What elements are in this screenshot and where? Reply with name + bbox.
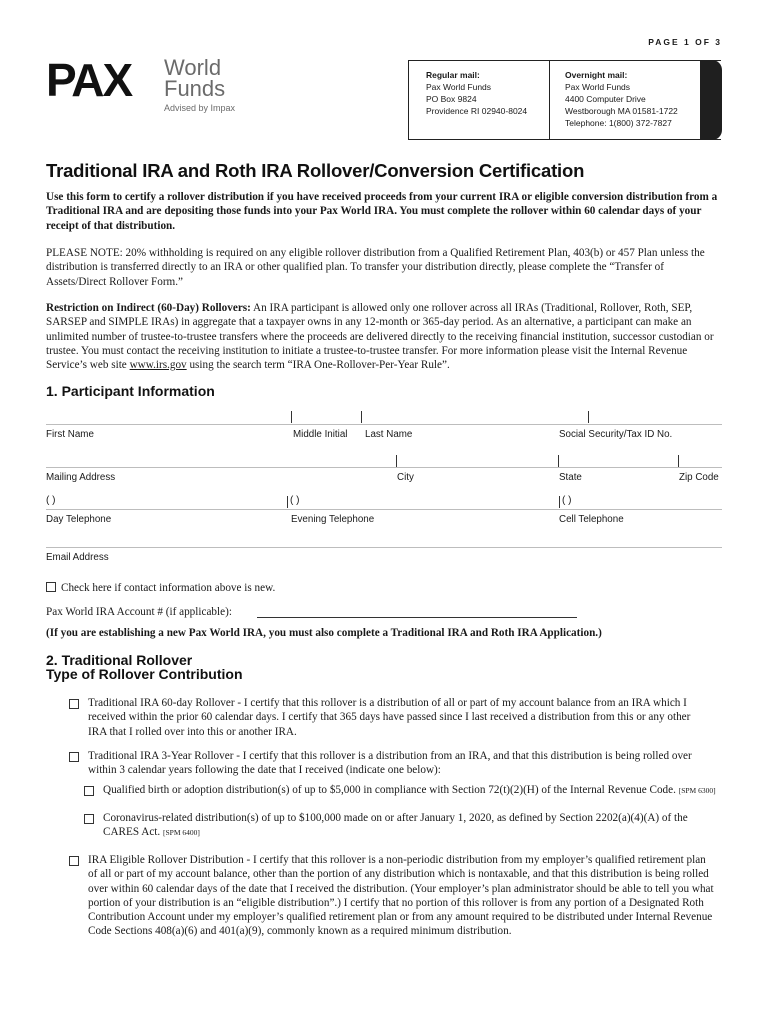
logo-pax: PAX [46,54,132,106]
section2-subtitle: Type of Rollover Contribution [46,666,243,682]
birth-adoption-ref: [SPM 6300] [678,786,716,795]
section-participant-information: 1. Participant Information [46,383,215,399]
field-divider [287,496,288,508]
overnight-mail-line: Telephone: 1(800) 372-7827 [565,118,672,128]
coronavirus-checkbox[interactable] [84,814,94,824]
form-title: Traditional IRA and Roth IRA Rollover/Conversion Certification [46,160,585,181]
phone-row-line[interactable] [46,509,722,510]
state-label: State [559,472,582,483]
last-name-label: Last Name [365,429,413,440]
email-address-label: Email Address [46,552,109,563]
field-divider [558,455,559,467]
city-label: City [397,472,414,483]
mail-box-divider [549,61,550,139]
irs-link[interactable]: www.irs.gov [129,359,187,372]
regular-mail-heading: Regular mail: [426,70,480,80]
overnight-mail-line: Pax World Funds [565,82,631,92]
pax-world-funds-logo [46,54,246,117]
logo-funds: Funds [164,76,226,101]
cell-phone-area-code[interactable]: ( ) [562,495,572,506]
regular-mail-line: Pax World Funds [426,82,492,92]
first-name-label: First Name [46,429,94,440]
option-60-day-checkbox[interactable] [69,699,79,709]
mail-box-tab [700,60,722,140]
eligible-rollover-checkbox[interactable] [69,856,79,866]
email-row-line[interactable] [46,547,722,548]
address-row-line[interactable] [46,467,722,468]
field-divider [559,496,560,508]
restriction-paragraph [46,301,726,372]
withholding-note: PLEASE NOTE: 20% withholding is required on any eligible rollover distribution from a Qualified Retirement Plan, 403(b) or 457 Plan unless the distribution is transferred directly to an IRA or other qualified plan. To transfer your distribution directly, please complete the “Transfer of Assets/Direct Rollover Form.” [46,247,705,288]
overnight-mail-line: Westborough MA 01581-1722 [565,106,678,116]
day-telephone-label: Day Telephone [46,514,112,525]
eligible-rollover-text: IRA Eligible Rollover Distribution - I certify that this rollover is a non-periodic distribution from my employer’s qualified retirement plan of all or part of my account balance, other than the portion of any distribution which is nontaxable, and that this distribution is being rolled over within 60 calendar days of the date that I received the distribution. (Your employer’s plan administrator should be able to tell you what portion of your distribution is an “eligible distribution”.) I certify that no portion of this rollover is from any portion of a Designated Roth Contribution Account under my employer’s qualified retirement plan or from any amount required to be distributed under Internal Revenue Code Sections 408(a)(6) and 401(a)(9), commonly known as a required minimum distribution. [88,854,714,938]
coronavirus-body: Coronavirus-related distribution(s) of up to $100,000 made on or after January 1, 2020, as defined by Section 2202(a)(4)(A) of the CARES Act. [103,812,688,839]
contact-new-checkbox[interactable] [46,582,56,592]
restriction-body: An IRA participant is allowed only one rollover across all IRAs (Traditional, Rollover, Roth, SEP, SARSEP and SIMPLE IRAs) in aggregate that a taxpayer owns in any 12-month or 365-day period. As an alternative, a participant can make an unlimited number of trustee-to-trustee transfers where the proceeds are delivered directly to the receiving financial institution, successor custodian or trustee. You must contact the receiving institution to initiate a trustee-to-trustee transfer. For more information please visit the Internal Revenue Service’s web site [46,302,714,372]
account-number-label: Pax World IRA Account # (if applicable): [46,606,232,618]
contact-new-label: Check here if contact information above is new. [61,582,276,594]
restriction-heading: Restriction on Indirect (60-Day) Rollovers: [46,302,251,314]
mailing-address-label: Mailing Address [46,472,116,483]
overnight-mail-address [565,69,678,129]
coronavirus-ref: [SPM 6400] [163,828,200,838]
name-row-line[interactable] [46,424,722,425]
logo-advised-by: Advised by Impax [164,103,236,113]
field-divider [291,411,292,423]
section-traditional-rollover [46,653,243,681]
contact-new-option[interactable] [46,581,275,595]
option-60-day-text: Traditional IRA 60-day Rollover - I certify that this rollover is a distribution of all or part of my account balance from an IRA which I received within the prior 60 calendar days. I certify that 365 days have passed since I last received a distribution from this or any other IRA that I rolled over into this or another IRA. [88,697,691,738]
regular-mail-line: PO Box 9824 [426,94,477,104]
birth-adoption-body: Qualified birth or adoption distribution(s) of up to $5,000 in compliance with Section 72(t)(2)(H) of the Internal Revenue Code. [103,784,676,796]
evening-phone-area-code[interactable]: ( ) [290,495,300,506]
page-number: PAGE 1 OF 3 [648,37,722,47]
middle-initial-label: Middle Initial [293,429,348,440]
field-divider [361,411,362,423]
field-divider [588,411,589,423]
mailing-address-box [408,60,721,140]
ssn-label: Social Security/Tax ID No. [559,429,673,440]
option-3-year-checkbox[interactable] [69,752,79,762]
option-3-year-text: Traditional IRA 3-Year Rollover - I certify that this rollover is a distribution from an IRA, and that this distribution is being rolled over within 3 calendar years following the date that I received (indicate one below): [88,750,692,777]
section2-title: 2. Traditional Rollover [46,652,193,668]
account-number-field[interactable] [257,617,577,618]
day-phone-area-code[interactable]: ( ) [46,495,56,506]
regular-mail-address [426,69,527,117]
logo-world: World [164,55,222,80]
overnight-mail-line: 4400 Computer Drive [565,94,646,104]
birth-adoption-text [103,783,718,798]
evening-telephone-label: Evening Telephone [291,514,375,525]
field-divider [678,455,679,467]
field-divider [396,455,397,467]
new-ira-note: (If you are establishing a new Pax World IRA, you must also complete a Traditional IRA and Roth IRA Application.) [46,627,602,639]
restriction-tail: using the search term “IRA One-Rollover-Per-Year Rule”. [186,359,450,372]
regular-mail-line: Providence RI 02940-8024 [426,106,528,116]
cell-telephone-label: Cell Telephone [559,514,624,525]
intro-paragraph: Use this form to certify a rollover distribution if you have received proceeds from your current IRA or eligible conversion distribution from a Traditional IRA and are depositing those funds into your Pax World IRA. You must complete the rollover within 60 calendar days of your receipt of that distribution. [46,191,718,232]
overnight-mail-heading: Overnight mail: [565,70,628,80]
zip-code-label: Zip Code [679,472,719,483]
birth-adoption-checkbox[interactable] [84,786,94,796]
coronavirus-text [103,811,718,841]
